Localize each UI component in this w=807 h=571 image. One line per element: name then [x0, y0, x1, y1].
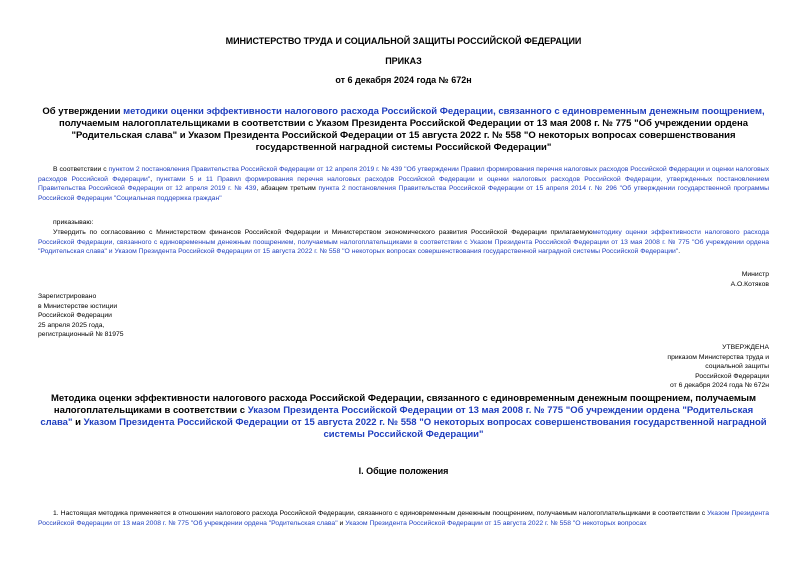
registration-line: Российской Федерации: [38, 312, 112, 320]
preamble-text-1: В соответствии с: [53, 166, 109, 173]
approval-line: приказом Министерства труда и: [667, 353, 769, 361]
order-title: [40, 106, 767, 154]
method-title-link-558[interactable]: Указом Президента Российской Федерации от 15 августа 2022 г. № 558 "О некоторых вопросах совершенствования государственной наградной системы Российской Федерации": [83, 417, 767, 440]
registration-line: 25 апреля 2025 года,: [38, 321, 105, 329]
registration-line: в Министерстве юстиции: [38, 302, 118, 310]
method-title: [40, 393, 767, 441]
method-title-text: Методика оценки эффективности налогового расхода Российской Федерации, связанного с единовременным денежным поощрением, получаемым налогоплательщиками в соответствии с: [50, 393, 757, 416]
order-word: приказываю:: [53, 219, 94, 226]
section-p1-and: и: [337, 519, 346, 527]
preamble-text-2: ,: [150, 175, 157, 183]
section-p1-text: 1. Настоящая методика применяется в отношении налогового расхода Российской Федерации, связанного с единовременным денежным поощрением, получаемым налогоплательщиками в соответствии с: [53, 510, 708, 517]
approval-line: Российской Федерации: [695, 372, 769, 380]
preamble-text-3: , абзацем третьим: [256, 185, 319, 193]
approval-line: УТВЕРЖДЕНА: [722, 344, 769, 351]
approval-block: [560, 343, 769, 391]
approve-text-end: .: [678, 248, 681, 256]
registration-block: [38, 292, 124, 340]
preamble-link-resolution-439[interactable]: пунктом 2 постановления Правительства Российской Федерации от 12 апреля 2019 г. № 439 "Об утверждении Правил формирования перечня налоговых расходов Российской Федерации и оценки налоговых расходов Российской Федерации": [38, 166, 770, 183]
order-date-number: от 6 декабря 2024 года № 672н: [335, 75, 472, 85]
preamble-link-rules[interactable]: пунктами 5 и 11 Правил формирования перечня налоговых расходов Российской Федерации и оценки налоговых расходов Российской Федерации, утвержденных постановлением Правительства Российской Федерации от 12 апреля 2019 г. № 439: [38, 175, 769, 193]
section-heading: I. Общие положения: [358, 466, 449, 476]
approval-line: социальной защиты: [705, 363, 769, 371]
registration-line: Зарегистрировано: [38, 293, 97, 300]
order-title-link[interactable]: методики оценки эффективности налогового расхода Российской Федерации, связанного с единовременным денежным поощрением,: [123, 106, 765, 117]
doc-type-heading: ПРИКАЗ: [385, 56, 422, 66]
preamble-link-resolution-296[interactable]: пункта 2 постановления Правительства Российской Федерации от 15 апреля 2014 г. № 296 "Об утверждении государственной программы Российской Федерации "Социальная поддержка граждан": [38, 185, 769, 202]
section-p1-link-558[interactable]: Указом Президента Российской Федерации от 15 августа 2022 г. № 558 "О некоторых вопросах: [345, 519, 647, 527]
registration-line: регистрационный № 81975: [38, 331, 124, 339]
preamble-paragraph: [38, 165, 769, 203]
section-p1-link-775[interactable]: Указом Президента Российской Федерации от 13 мая 2008 г. № 775 "Об учреждении ордена "Родительская слава": [38, 510, 769, 527]
order-title-rest: получаемым налогоплательщиками в соответствии с Указом Президента Российской Федерации от 13 мая 2008 г. № 775 "Об учреждении ордена "Родительская слава" и Указом Президента Российской Федерации от 15 августа 2022 г. № 558 "О некоторых вопросах совершенствования государственной наградной системы Российской Федерации": [58, 118, 749, 153]
approval-line: от 6 декабря 2024 года № 672н: [670, 382, 769, 390]
approve-paragraph: [38, 228, 769, 257]
order-title-prefix: Об утверждении: [42, 106, 124, 117]
ministry-heading: МИНИСТЕРСТВО ТРУДА И СОЦИАЛЬНОЙ ЗАЩИТЫ РОССИЙСКОЙ ФЕДЕРАЦИИ: [225, 36, 582, 46]
method-title-and: и: [72, 417, 84, 428]
approve-text: Утвердить по согласованию с Министерством финансов Российской Федерации и Министерством экономического развития Российской Федерации прилагаемую: [53, 229, 593, 236]
section-paragraph-1: [38, 509, 769, 528]
method-title-link-775[interactable]: Указом Президента Российской Федерации от 13 мая 2008 г. № 775 "Об учреждении ордена "Родительская слава": [40, 405, 754, 428]
signature-name: А.О.Котяков: [730, 281, 769, 288]
signature-position: Министр: [741, 271, 769, 278]
approve-method-link[interactable]: методику оценки эффективности налогового расхода Российской Федерации, связанного с единовременным денежным поощрением, получаемым налогоплательщиками в соответствии с Указом Президента Российской Федерации от 13 мая 2008 г. № 775 "Об учреждении ордена "Родительская слава" и Указом Президента Российской Федерации от 15 августа 2022 г. № 558 "О некоторых вопросах совершенствования государственной наградной системы Российской Федерации": [38, 229, 770, 256]
